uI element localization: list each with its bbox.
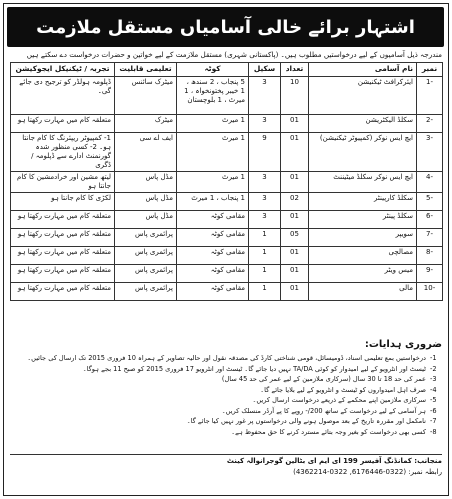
row-quota: مقامی کوٹہ [177, 247, 249, 265]
vacancies-table [10, 62, 443, 301]
row-education: میٹرک سائنس [115, 77, 177, 115]
row-count: 10 [281, 77, 309, 115]
note-item [10, 427, 442, 438]
note-text: سرکاری ملازمین اپنے محکمے کے ذریعے درخواست ارسال کریں۔ [252, 396, 426, 404]
note-item [10, 353, 442, 364]
row-education: پرائمری پاس [115, 229, 177, 247]
row-serial: -8 [417, 247, 443, 265]
row-count: 01 [281, 133, 309, 172]
row-education: پرائمری پاس [115, 265, 177, 283]
table-row [11, 265, 443, 283]
row-education: پرائمری پاس [115, 247, 177, 265]
note-text: درخواستیں بمع تعلیمی اسناد، ڈومیسائل، قومی شناختی کارڈ کی مصدقہ نقول اور حالیہ تصاویر کے ہمراہ 10 فروری 2015 تک ارسال کی جائیں۔ [27, 354, 426, 362]
row-quota: مقامی کوٹہ [177, 229, 249, 247]
table-row [11, 193, 443, 211]
table-row [11, 229, 443, 247]
row-serial: -1 [417, 77, 443, 115]
row-quota: 1 میرٹ [177, 172, 249, 193]
notes-title: ضروری ہدایات: [364, 339, 442, 350]
note-text: نامکمل اور مقررہ تاریخ کے بعد موصول ہونے والی درخواستوں پر غور نہیں کیا جائے گا۔ [186, 417, 426, 425]
row-education: مڈل پاس [115, 193, 177, 211]
row-experience: متعلقہ کام میں مہارت رکھتا ہو [11, 247, 115, 265]
row-post-name: مصالچی [309, 247, 417, 265]
note-text: ٹیسٹ اور انٹرویو کے لیے امیدوار کو کوئی TA/DA نہیں دیا جائے گا۔ ٹیسٹ اور انٹرویو 17 فروری 2015 کو صبح 11 بجے ہوگا۔ [82, 364, 426, 373]
row-count: 01 [281, 247, 309, 265]
row-serial: -4 [417, 172, 443, 193]
table-row [11, 211, 443, 229]
row-serial: -9 [417, 265, 443, 283]
row-count: 01 [281, 283, 309, 301]
row-experience: متعلقہ کام میں مہارت رکھتا ہو [11, 211, 115, 229]
table-row [11, 172, 443, 193]
header-count: تعداد [281, 63, 309, 77]
header-serial: نمبر [417, 63, 443, 77]
note-number: -2 [430, 364, 437, 373]
note-text: صرف اہل امیدواروں کو ٹیسٹ و انٹرویو کے لیے بلایا جائے گا۔ [260, 385, 426, 394]
row-count: 01 [281, 211, 309, 229]
ad-title: اشتہار برائے خالی آسامیاں مستقل ملازمت [7, 7, 444, 47]
note-number: -6 [430, 406, 437, 415]
row-count: 01 [281, 115, 309, 133]
row-scale: 1 [249, 247, 281, 265]
row-quota: مقامی کوٹہ [177, 211, 249, 229]
row-serial: -10 [417, 283, 443, 301]
row-scale: 9 [249, 133, 281, 172]
row-post-name: ایچ ایس نوکر سکلڈ میٹیننٹ [309, 172, 417, 193]
row-scale: 3 [249, 115, 281, 133]
row-serial: -7 [417, 229, 443, 247]
row-post-name: ایئرکرافٹ ٹیکنیشن [309, 77, 417, 115]
header-quota: کوٹہ [177, 63, 249, 77]
row-quota: 5 پنجاب ، 2 سندھ ، 1 خیبر پختونخواہ ، 1 میرٹ ، 1 بلوچستان [177, 77, 249, 115]
row-count: 01 [281, 265, 309, 283]
job-advertisement [3, 3, 449, 496]
row-experience: ڈپلومہ ہولڈر کو ترجیح دی جائے گی۔ [11, 77, 115, 115]
row-scale: 3 [249, 172, 281, 193]
note-number: -4 [430, 385, 437, 394]
note-item [10, 406, 442, 417]
row-quota: 1 پنجاب ، 1 میرٹ [177, 193, 249, 211]
row-serial: -5 [417, 193, 443, 211]
row-quota: 1 میرٹ [177, 133, 249, 172]
row-post-name: میس ویٹر [309, 265, 417, 283]
row-experience: متعلقہ کام میں مہارت رکھتا ہو [11, 115, 115, 133]
header-education: تعلیمی قابلیت [115, 63, 177, 77]
table-row [11, 133, 443, 172]
note-item [10, 364, 442, 375]
row-scale: 3 [249, 193, 281, 211]
row-post-name: سویپر [309, 229, 417, 247]
note-number: -5 [430, 396, 437, 404]
row-quota: 1 میرٹ [177, 115, 249, 133]
footer [10, 456, 442, 478]
row-scale: 3 [249, 211, 281, 229]
note-item [10, 385, 442, 396]
note-number: -8 [430, 427, 437, 436]
row-education: مڈل پاس [115, 172, 177, 193]
row-quota: مقامی کوٹہ [177, 265, 249, 283]
row-experience: 1- کمپیوٹر ریپئرنگ کا کام جانتا ہو۔ 2- کسی منظور شدہ گورنمنٹ ادارے سے ڈپلومہ / ڈگری [11, 133, 115, 172]
row-serial: -6 [417, 211, 443, 229]
row-scale: 1 [249, 283, 281, 301]
note-number: -7 [430, 417, 437, 425]
row-scale: 3 [249, 77, 281, 115]
notes-list [10, 353, 442, 437]
header-post: نام آسامی [309, 63, 417, 77]
row-experience: متعلقہ کام میں مہارت رکھتا ہو [11, 283, 115, 301]
note-number: -1 [430, 354, 437, 362]
row-serial: -3 [417, 133, 443, 172]
note-number: -3 [430, 375, 437, 383]
row-education: ایف اے سی [115, 133, 177, 172]
row-scale: 1 [249, 229, 281, 247]
footer-address: منجانب: کمانڈنگ آفیسر 199 ای ایم ای بٹالین گوجرانوالہ کینٹ [226, 457, 442, 465]
row-experience: لکڑی کا کام جانتا ہو [11, 193, 115, 211]
row-count: 01 [281, 172, 309, 193]
note-item [10, 374, 442, 385]
header-scale: سکیل [249, 63, 281, 77]
header-experience: تجربہ / ٹیکنیکل ایجوکیشن [11, 63, 115, 77]
row-quota: مقامی کوٹہ [177, 283, 249, 301]
divider [10, 454, 442, 455]
row-post-name: سکلڈ پینٹر [309, 211, 417, 229]
table-row [11, 77, 443, 115]
row-education: پرائمری پاس [115, 283, 177, 301]
row-education: میٹرک [115, 115, 177, 133]
row-post-name: مالی [309, 283, 417, 301]
note-text: ہر آسامی کے لیے درخواست کے ساتھ 200/- روپے کا پے آرڈر منسلک کریں۔ [221, 406, 426, 415]
row-post-name: سکلڈ الیکٹریشن [309, 115, 417, 133]
row-count: 05 [281, 229, 309, 247]
row-experience: متعلقہ کام میں مہارت رکھتا ہو [11, 265, 115, 283]
note-item [10, 395, 442, 406]
footer-contact: رابطہ نمبر: (0322-6176446, 0322-4362214) [293, 468, 442, 476]
note-item [10, 416, 442, 427]
row-experience: لیتھ مشین اور خرادمشین کا کام جانتا ہو [11, 172, 115, 193]
row-serial: -2 [417, 115, 443, 133]
table-row [11, 247, 443, 265]
row-post-name: سکلڈ کارپینٹر [309, 193, 417, 211]
row-education: مڈل پاس [115, 211, 177, 229]
note-text: عمر کی حد 18 تا 30 سال (سرکاری ملازمین کے لیے عمر کی حد 45 سال) [221, 375, 426, 383]
row-post-name: ایچ ایس نوکر (کمپیوٹر ٹیکنیشن) [309, 133, 417, 172]
row-experience: متعلقہ کام میں مہارت رکھتا ہو [11, 229, 115, 247]
row-count: 02 [281, 193, 309, 211]
table-header-row [11, 63, 443, 77]
table-row [11, 115, 443, 133]
note-text: کسی بھی درخواست کو بغیر وجہ بتائے مسترد کرنے کا حق محفوظ ہے۔ [231, 427, 426, 436]
table-row [11, 283, 443, 301]
ad-intro-text: مندرجہ ذیل آسامیوں کے لیے درخواستیں مطلوب ہیں۔ (پاکستانی شہری) مستقل ملازمت کے لیے خواتین و حضرات درخواست دے سکتے ہیں [26, 50, 442, 59]
row-scale: 1 [249, 265, 281, 283]
